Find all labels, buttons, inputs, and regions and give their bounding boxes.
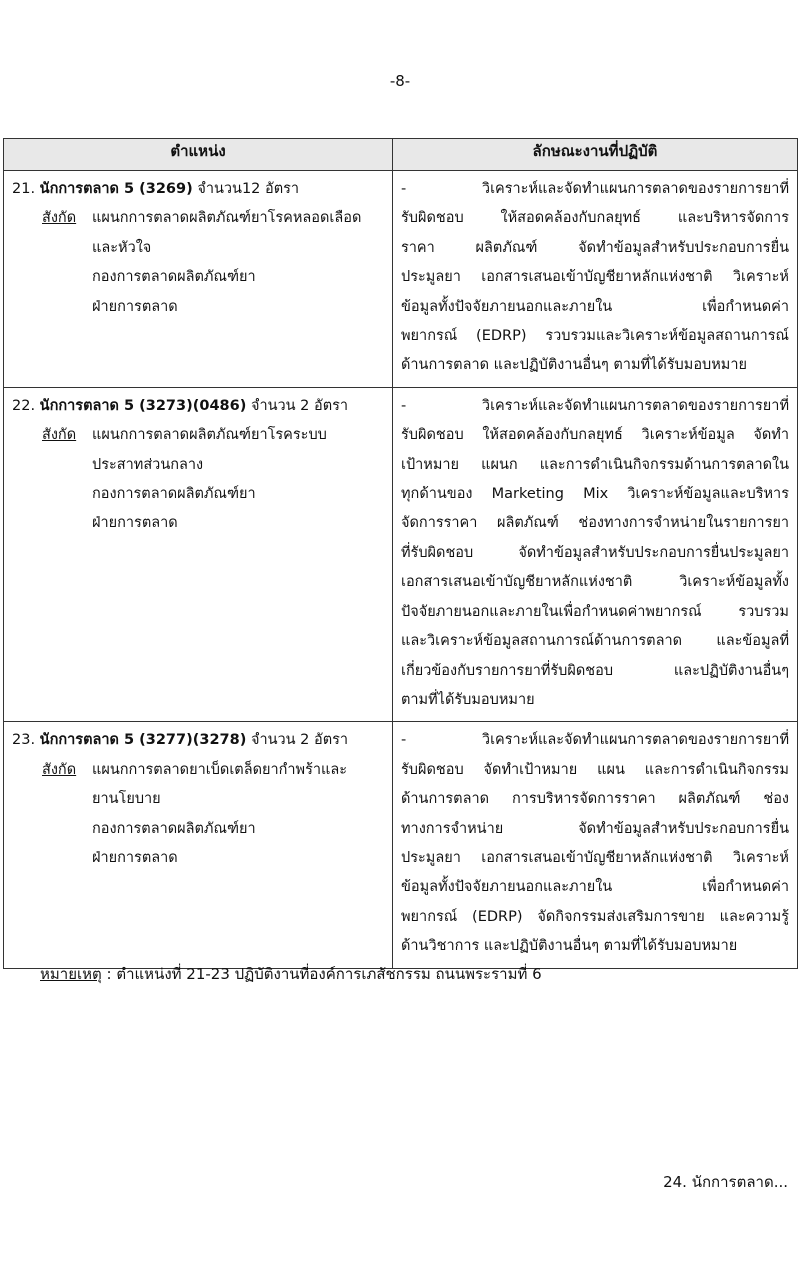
- unit-line: ประสาทส่วนกลาง: [92, 456, 204, 473]
- position-heading: [12, 726, 384, 755]
- unit-line: และหัวใจ: [92, 239, 152, 256]
- duty-line: เป้าหมาย แผนก และการดำเนินกิจกรรมด้านการตลาดใน: [401, 456, 789, 473]
- duties-cell: [393, 171, 798, 388]
- duty-line: - วิเคราะห์และจัดทำแผนการตลาดของรายการยาที่: [401, 732, 789, 749]
- position-no: 22.: [12, 397, 36, 414]
- position-heading: [12, 392, 384, 421]
- duty-line: จัดการราคา ผลิตภัณฑ์ ช่องทางการจำหน่ายในรายการยา: [401, 515, 789, 532]
- position-title: นักการตลาด 5 (3269): [39, 181, 193, 197]
- duty-line: พยากรณ์ (EDRP) รวบรวมและวิเคราะห์ข้อมูลสถานการณ์: [401, 328, 789, 345]
- footnote-separator: :: [101, 965, 117, 983]
- duty-line: ราคา ผลิตภัณฑ์ จัดทำข้อมูลสำหรับประกอบการยื่น: [401, 239, 789, 256]
- duty-line: รับผิดชอบ ให้สอดคล้องกับกลยุทธ์ และบริหารจัดการ: [401, 210, 789, 227]
- header-duties: ลักษณะงานที่ปฏิบัติ: [393, 139, 798, 171]
- duty-line: ประมูลยา เอกสารเสนอเข้าบัญชียาหลักแห่งชาติ วิเคราะห์: [401, 849, 789, 866]
- duty-line: และวิเคราะห์ข้อมูลสถานการณ์ด้านการตลาด และข้อมูลที่: [401, 633, 789, 650]
- position-no: 23.: [12, 732, 36, 749]
- unit-line: กองการตลาดผลิตภัณฑ์ยา: [92, 820, 256, 837]
- duty-line: รับผิดชอบ ให้สอดคล้องกับกลยุทธ์ วิเคราะห์ข้อมูล จัดทำ: [401, 427, 789, 444]
- unit-line: แผนกการตลาดผลิตภัณฑ์ยาโรคระบบ: [92, 427, 327, 444]
- unit-line: กองการตลาดผลิตภัณฑ์ยา: [92, 486, 256, 503]
- duty-line: ตามที่ได้รับมอบหมาย: [401, 691, 535, 708]
- duty-line: เกี่ยวข้องกับรายการยาที่รับผิดชอบ และปฏิบัติงานอื่นๆ: [401, 662, 789, 679]
- table-header-row: [4, 139, 798, 171]
- duty-line: ที่รับผิดชอบ จัดทำข้อมูลสำหรับประกอบการยื่นประมูลยา: [401, 544, 789, 561]
- footnote: [40, 962, 542, 986]
- position-title: นักการตลาด 5 (3273)(0486): [39, 397, 247, 414]
- duty-line: - วิเคราะห์และจัดทำแผนการตลาดของรายการยาที่: [401, 181, 789, 197]
- duty-line: ประมูลยา เอกสารเสนอเข้าบัญชียาหลักแห่งชาติ วิเคราะห์: [401, 269, 789, 286]
- position-count: จำนวน 2 อัตรา: [246, 732, 349, 749]
- duty-line: - วิเคราะห์และจัดทำแผนการตลาดของรายการยาที่: [401, 397, 789, 414]
- positions-table: [3, 138, 798, 969]
- unit-line: ยานโยบาย: [92, 791, 161, 808]
- page-number: -8-: [389, 72, 411, 90]
- header-position: ตำแหน่ง: [4, 139, 393, 171]
- duty-line: ด้านวิชาการ และปฏิบัติงานอื่นๆ ตามที่ได้รับมอบหมาย: [401, 938, 738, 955]
- unit-line: กองการตลาดผลิตภัณฑ์ยา: [92, 269, 256, 286]
- position-count: จำนวน 2 อัตรา: [246, 397, 349, 414]
- position-title: นักการตลาด 5 (3277)(3278): [39, 732, 247, 749]
- unit-block: [12, 204, 384, 322]
- duty-line: เอกสารเสนอเข้าบัญชียาหลักแห่งชาติ วิเคราะห์ข้อมูลทั้ง: [401, 574, 789, 591]
- unit-label: สังกัด: [42, 761, 77, 778]
- duty-line: พยากรณ์ (EDRP) จัดกิจกรรมส่งเสริมการขาย และความรู้: [401, 908, 789, 925]
- position-heading: [12, 175, 384, 204]
- position-no: 21.: [12, 181, 36, 197]
- unit-label: สังกัด: [42, 210, 77, 227]
- duty-line: ด้านการตลาด และปฏิบัติงานอื่นๆ ตามที่ได้รับมอบหมาย: [401, 357, 747, 374]
- duty-line: ข้อมูลทั้งปัจจัยภายนอกและภายใน เพื่อกำหนดค่า: [401, 879, 789, 896]
- position-cell: [4, 171, 393, 388]
- duties-cell: [393, 722, 798, 968]
- unit-label: สังกัด: [42, 427, 77, 444]
- position-count: จำนวน12 อัตรา: [192, 181, 300, 197]
- unit-block: [12, 421, 384, 539]
- duty-line: ปัจจัยภายนอกและภายในเพื่อกำหนดค่าพยากรณ์ รวบรวม: [401, 603, 789, 620]
- duty-line: รับผิดชอบ จัดทำเป้าหมาย แผน และการดำเนินกิจกรรม: [401, 761, 789, 778]
- footnote-text: ตำแหน่งที่ 21-23 ปฏิบัติงานที่องค์การเภสัชกรรม ถนนพระรามที่ 6: [116, 965, 542, 983]
- position-cell: [4, 387, 393, 721]
- duty-line: ทางการจำหน่าย จัดทำข้อมูลสำหรับประกอบการยื่น: [401, 820, 789, 837]
- table-row: [4, 722, 798, 968]
- next-page-continuation: 24. นักการตลาด...: [663, 1173, 788, 1191]
- unit-line: ฝ่ายการตลาด: [92, 849, 178, 866]
- table-row: [4, 171, 798, 388]
- position-cell: [4, 722, 393, 968]
- unit-line: ฝ่ายการตลาด: [92, 298, 178, 315]
- unit-line: ฝ่ายการตลาด: [92, 515, 178, 532]
- unit-block: [12, 756, 384, 874]
- duty-line: ด้านการตลาด การบริหารจัดการราคา ผลิตภัณฑ์ ช่อง: [401, 791, 789, 808]
- unit-line: แผนกการตลาดยาเบ็ดเตล็ดยากำพร้าและ: [92, 761, 348, 778]
- footnote-label: หมายเหตุ: [40, 965, 102, 983]
- duty-line: ข้อมูลทั้งปัจจัยภายนอกและภายใน เพื่อกำหนดค่า: [401, 298, 789, 315]
- duties-cell: [393, 387, 798, 721]
- duty-line: ทุกด้านของ Marketing Mix วิเคราะห์ข้อมูลและบริหาร: [401, 486, 789, 503]
- table-row: [4, 387, 798, 721]
- unit-line: แผนกการตลาดผลิตภัณฑ์ยาโรคหลอดเลือด: [92, 210, 362, 227]
